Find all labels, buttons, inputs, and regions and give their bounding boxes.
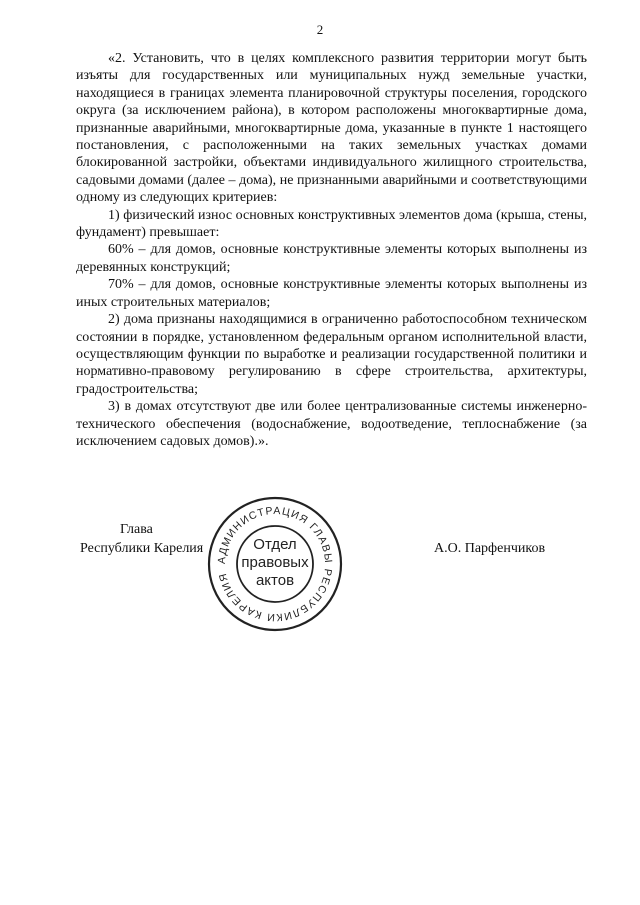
signatory-region: Республики Карелия	[80, 541, 204, 556]
document-body	[76, 50, 587, 450]
stamp-seal-icon	[203, 492, 347, 636]
stamp-ring-text: АДМИНИСТРАЦИЯ ГЛАВЫ РЕСПУБЛИКИ КАРЕЛИЯ	[215, 504, 335, 624]
paragraph-criterion-1: 1) физический износ основных конструктивных элементов дома (крыша, стены, фундамент) превышает:	[76, 207, 587, 241]
paragraph-criterion-2: 2) дома признаны находящимися в ограниченно работоспособном техническом состоянии в порядке, установленном федеральным органом исполнительной власти, осуществляющим функции по выработке и реализации государственной политики и нормативно-правовому регулированию в сфере строительства, архитектуры, градостроительства;	[76, 312, 587, 397]
page-number: 2	[316, 22, 324, 37]
stamp-line-3: актов	[255, 572, 295, 589]
paragraph-criterion-1-wood: 60% – для домов, основные конструктивные элементы которых выполнены из деревянных конструкций;	[76, 242, 587, 275]
paragraph-criterion-1-other: 70% – для домов, основные конструктивные элементы которых выполнены из иных строительных материалов;	[76, 277, 587, 310]
signatory-name: А.О. Парфенчиков	[434, 541, 546, 556]
stamp-line-2: правовых	[241, 554, 309, 571]
paragraph-intro: «2. Установить, что в целях комплексного развития территории могут быть изъяты для государственных или муниципальных нужд земельные участки, находящиеся в границах элемента планировочной структуры поселения, городского округа (за исключением района), в котором расположены многоквартирные дома, признанные аварийными, многоквартирные дома, указанные в пункте 1 настоящего постановления, с расположенными на таких земельных участках домами блокированной застройки, объектами индивидуального жилищного строительства, садовыми домами (далее – дома), не признанными аварийными и соответствующими одному из следующих критериев:	[76, 51, 587, 206]
signatory-position: Глава	[120, 522, 153, 537]
official-stamp	[203, 492, 347, 636]
paragraph-criterion-3: 3) в домах отсутствуют две или более централизованные системы инженерно-технического обеспечения (водоснабжение, водоотведение, теплоснабжение (за исключением садовых домов).».	[76, 399, 587, 449]
stamp-line-1: Отдел	[253, 536, 297, 553]
